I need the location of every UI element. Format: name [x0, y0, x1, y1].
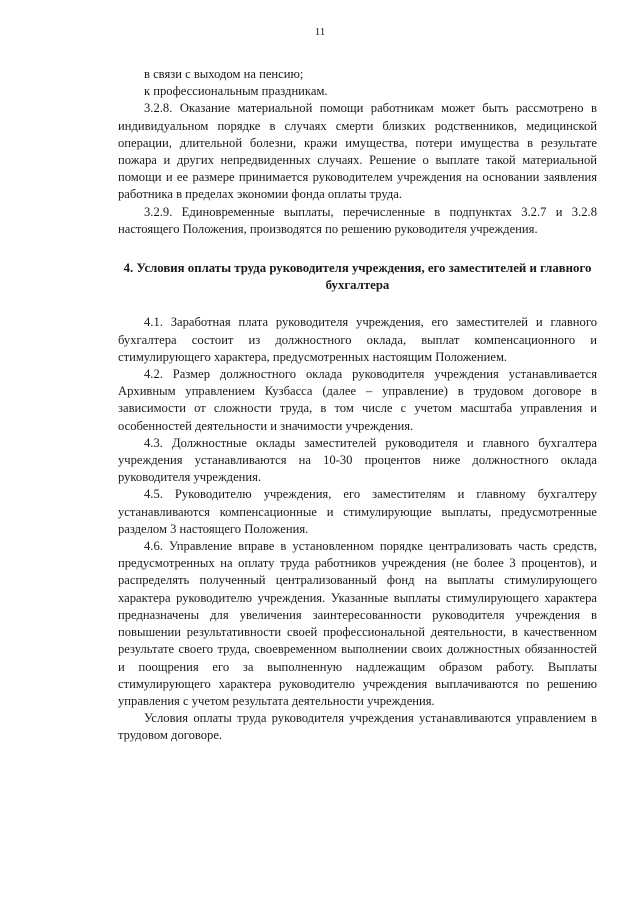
page-number: 11	[314, 26, 326, 38]
paragraph-4-2: 4.2. Размер должностного оклада руководителя учреждения устанавливается Архивным управлением Кузбасса (далее – управление) в трудовом договоре в зависимости от сложности труда, в том числе с учетом масштаба управления и особенностей деятельности и значимости учреждения.	[118, 367, 597, 433]
list-item: в связи с выходом на пенсию;	[144, 67, 304, 81]
list-item: к профессиональным праздникам.	[144, 84, 328, 99]
paragraph-final: Условия оплаты труда руководителя учреждения устанавливаются управлением в трудовом договоре.	[118, 711, 597, 743]
document-body	[118, 66, 597, 745]
paragraph-3-2-9: 3.2.9. Единовременные выплаты, перечисленные в подпунктах 3.2.7 и 3.2.8 настоящего Положения, производятся по решению руководителя учреждения.	[118, 204, 597, 236]
paragraph-4-6: 4.6. Управление вправе в установленном порядке централизовать часть средств, предусмотренных на оплату труда работников учреждения (не более 3 процентов), и распределять полученный централизованный фонд на выплаты стимулирующего характера руководителю учреждения. Указанные выплаты стимулирующего характера предназначены для увеличения заинтересованности руководителя учреждения в повышении результативности своей профессиональной деятельности, в качественном результате своего труда, своевременном выполнении своих должностных обязанностей и поощрения его за выполненную надлежащим образом работу. Выплаты стимулирующего характера руководителю учреждения выплачиваются по решению управления с учетом результата деятельности учреждения.	[118, 539, 597, 708]
paragraph-4-5: 4.5. Руководителю учреждения, его заместителям и главному бухгалтеру устанавливаются компенсационные и стимулирующие выплаты, предусмотренные разделом 3 настоящего Положения.	[118, 487, 597, 536]
paragraph-4-3: 4.3. Должностные оклады заместителей руководителя и главного бухгалтера учреждения устанавливаются на 10-30 процентов ниже должностного оклада руководителя учреждения.	[118, 435, 597, 485]
section-4-heading: 4. Условия оплаты труда руководителя учреждения, его заместителей и главного бухгалтера	[123, 261, 592, 293]
paragraph-3-2-8: 3.2.8. Оказание материальной помощи работникам может быть рассмотрено в индивидуальном порядке в случаях смерти близких родственников, медицинской операции, длительной болезни, кражи имущества, потери имущества в результате пожара и других непредвиденных случаях. Решение о выплате такой материальной помощи и ее размере принимается руководителем учреждения на основании заявления работника в пределах экономии фонда оплаты труда.	[118, 101, 597, 202]
paragraph-4-1: 4.1. Заработная плата руководителя учреждения, его заместителей и главного бухгалтера состоит из должностного оклада, выплат компенсационного и стимулирующего характера, предусмотренных настоящим Положением.	[118, 315, 597, 364]
